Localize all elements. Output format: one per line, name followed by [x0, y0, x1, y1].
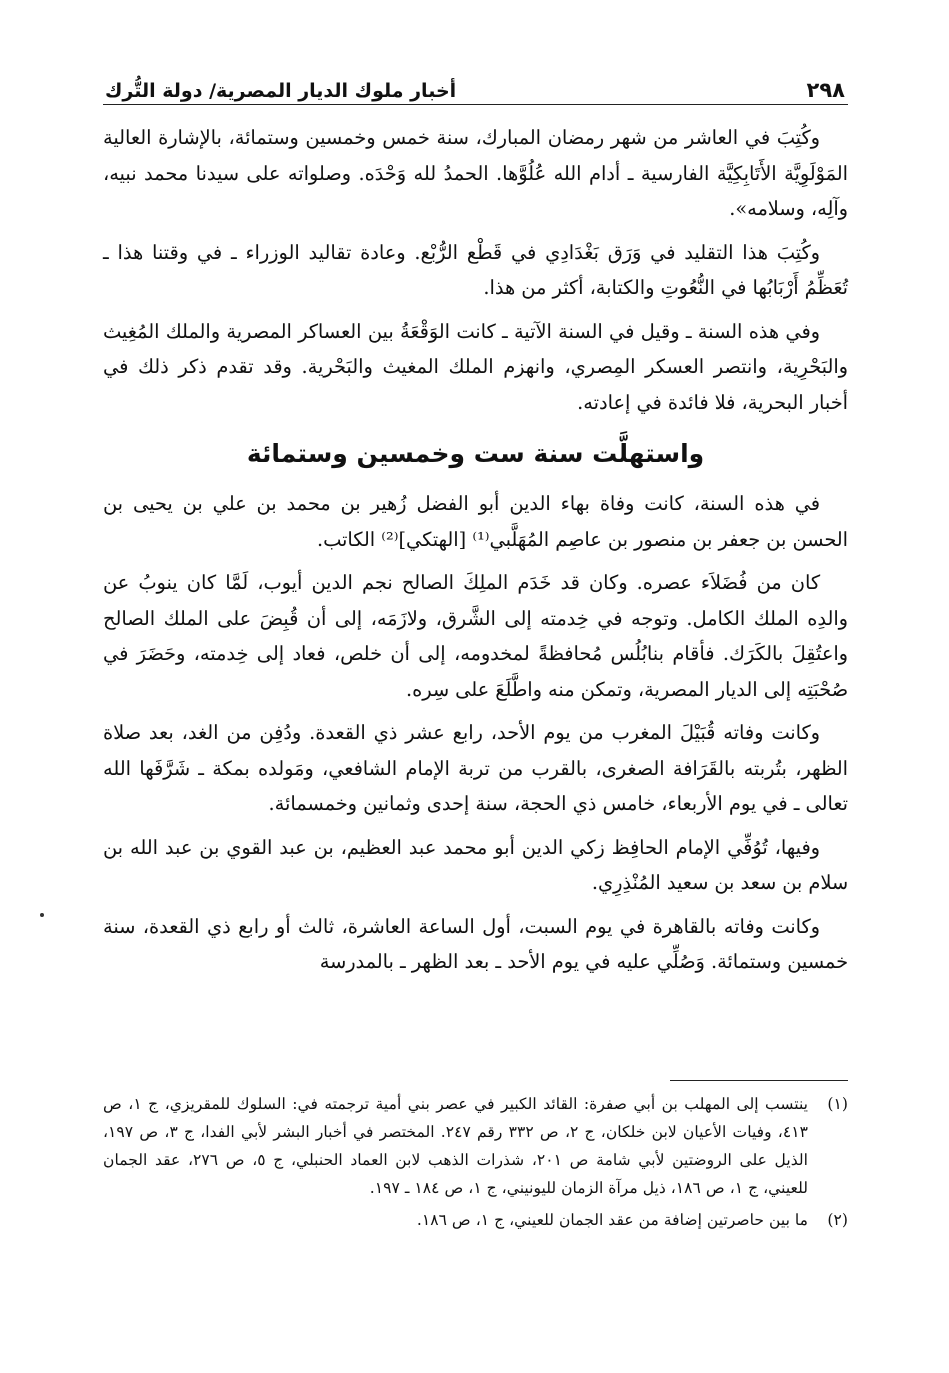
- header-rule: [103, 104, 848, 105]
- paragraph: وكانت وفاته قُبَيْلَ المغرب من يوم الأحد، رابع عشر ذي القعدة. ودُفِن من الغد، بعد صلاة الظهر، بتُربته بالقَرَافة الصغرى، بالقرب من تربة الإمام الشافعي، ومَولده بمكة ـ شَرَّفَها الله تعالى ـ في يوم الأربعاء، خامس ذي الحجة، سنة إحدى وثمانين وخمسمائة.: [103, 721, 848, 815]
- body-text: [103, 120, 848, 988]
- paragraph: وكانت وفاته بالقاهرة في يوم السبت، أول الساعة العاشرة، ثالث أو رابع ذي القعدة، سنة خمسين وستمائة. وَصُلِّي عليه في يوم الأحد ـ بعد الظهر ـ بالمدرسة: [103, 914, 848, 973]
- paragraph: وكُتِبَ في العاشر من شهر رمضان المبارك، سنة خمس وخمسين وستمائة، بالإشارة العالية المَوْلَوِيَّة الأَتَابِكِيَّة الفارسية ـ أدام الله عُلُوَّها. الحمدُ لله وَحْدَه. وصلواته على سيدنا محمد نبيه، وآلِه، وسلامه».: [103, 126, 848, 220]
- margin-dot: [40, 913, 44, 917]
- paragraph: وفيها، تُوُفِّي الإمام الحافِظ زكي الدين أبو محمد عبد العظيم، بن عبد القوي بن عبد الله بن سلام بن سعد بن سعيد المُنْذِرِي.: [103, 835, 848, 894]
- paragraph: وكُتِبَ هذا التقليد في وَرَق بَغْدَادِي في قَطْع الرُّبْع. وعادة تقاليد الوزراء ـ في وقتنا هذا ـ تُعَظِّمُ أَرْبَابُها في النُّعُوتِ والكتابة، أكثر من هذا.: [103, 240, 848, 299]
- page-number: ٢٩٨: [806, 78, 845, 102]
- section-heading: واستهلَّت سنة ست وخمسين وستمائة: [246, 439, 705, 468]
- running-title: أخبار ملوك الديار المصرية/ دولة التُّرك: [105, 80, 457, 102]
- footnotes: [103, 1090, 848, 1238]
- paragraph: في هذه السنة، كانت وفاة بهاء الدين أبو الفضل زُهير بن محمد بن علي بن يحيى بن الحسن بن جعفر بن منصور بن عاصِم المُهَلَّبي⁽¹⁾ [الهتكي]⁽²⁾ الكاتب.: [103, 492, 848, 551]
- footnote-separator: [670, 1080, 848, 1081]
- footnote-text: ينتسب إلى المهلب بن أبي صفرة: القائد الكبير في عصر بني أمية ترجمته في: السلوك للمقريزي، ج ١، ص ٤١٣، وفيات الأعيان لابن خلكان، ج ٢، ص ٣٣٢ رقم ٢٤٧. المختصر في أخبار البشر لأبي الفدا، ج ٣، ص ١٩٧، الذيل على الروضتين لأبي شامة ص ٢٠١، شذرات الذهب لابن العماد الحنبلي، ج ٥، ص ٢٧٦، عقد الجمان للعيني، ج ١، ص ١٨٦، ذيل مرآة الزمان لليونيني، ج ١، ص ١٨٤ ـ ١٩٧.: [103, 1095, 809, 1197]
- footnote: [103, 1206, 848, 1234]
- footnote-number: (٢): [827, 1211, 848, 1229]
- paragraph: وفي هذه السنة ـ وقيل في السنة الآتية ـ كانت الوَقْعَةُ بين العساكر المصرية والملك المُغِيث والبَحْرِية، وانتصر العسكر المِصري، وانهزم الملك المغيث والبَحْرية. وقد تقدم ذكر ذلك في أخبار البحرية، فلا فائدة في إعادته.: [103, 319, 848, 414]
- page-header: [105, 62, 845, 102]
- paragraph: كان من فُضَلاَء عصره. وكان قد خَدَم الملِكَ الصالح نجم الدين أيوب، لَمَّا كان ينوبُ عن والدِه الملك الكامل. وتوجه في خِدمته إلى الشَّرق، ولازَمَه، إلى أن قُبِضَ على الملك الصالح واعتُقِلَ بالكَرَك. فأقام بنابُلُس مُحافظةً لمخدومه، إلى أن خلص، فعاد إلى خِدمته، وحَضَرَ في صُحْبَتِه إلى الديار المصرية، وتمكن منه واطَّلَعَ على سِره.: [103, 571, 848, 701]
- footnote-text: ما بين حاصرتين إضافة من عقد الجمان للعيني، ج ١، ص ١٨٦.: [416, 1211, 808, 1229]
- footnote-number: (١): [827, 1095, 848, 1113]
- footnote: [103, 1090, 848, 1202]
